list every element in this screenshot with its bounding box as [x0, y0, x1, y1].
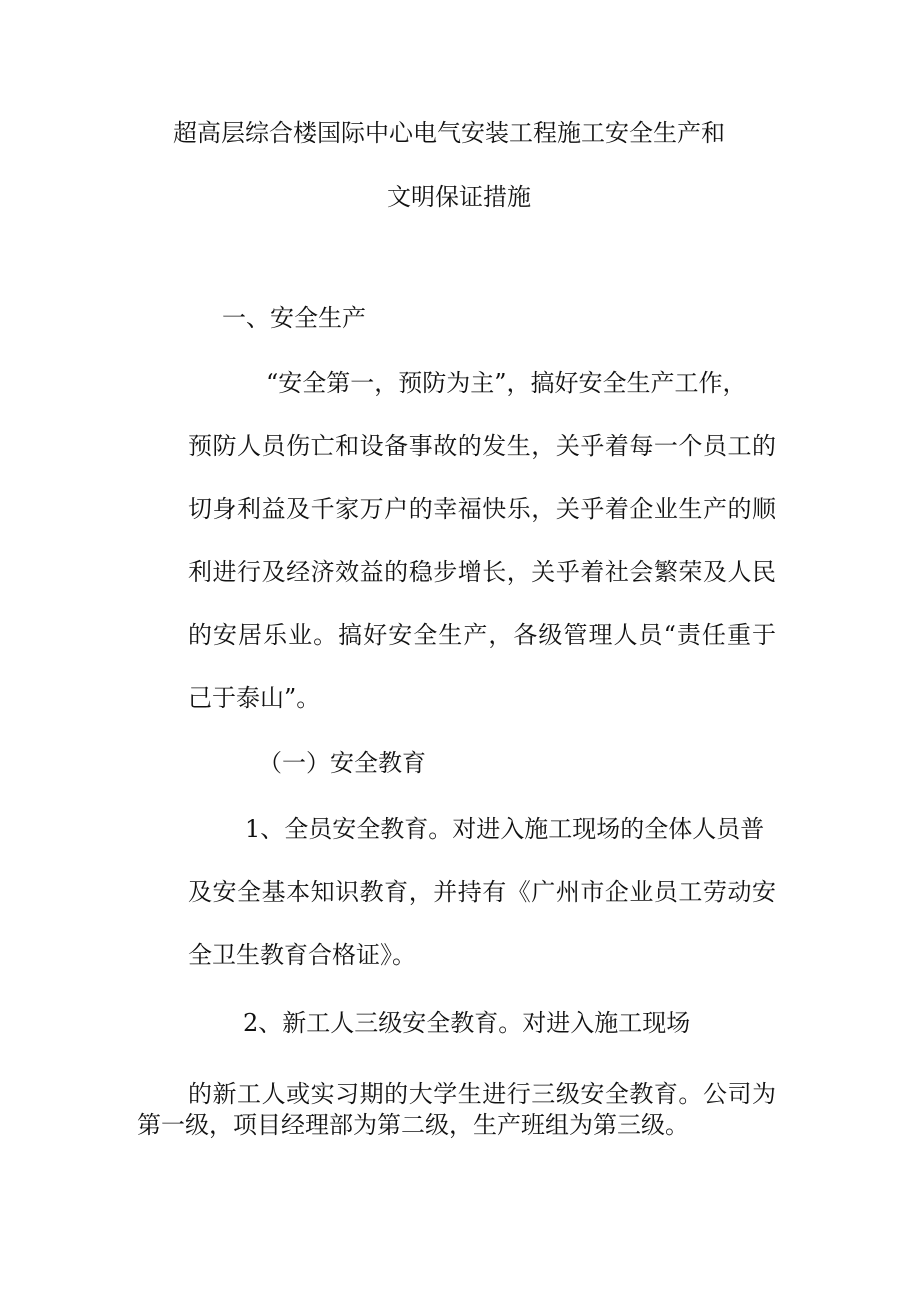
list-item-line: 的新工人或实习期的大学生进行三级安全教育。公司为: [188, 1080, 776, 1108]
document-title-line-2: 文明保证措施: [387, 183, 531, 211]
list-item-line: 第一级，项目经理部为第二级，生产班组为第三级。: [137, 1111, 689, 1139]
paragraph-line: 利进行及经济效益的稳步增长，关乎着社会繁荣及人民: [188, 558, 776, 586]
list-item-line: 全卫生教育合格证》。: [188, 941, 416, 969]
paragraph-line: 预防人员伤亡和设备事故的发生，关乎着每一个员工的: [188, 432, 776, 460]
list-item-line: 及安全基本知识教育，并持有《广州市企业员工劳动安: [188, 878, 776, 906]
paragraph-line: 切身利益及千家万户的幸福快乐，关乎着企业生产的顺: [188, 495, 776, 523]
section-heading-safety-production: 一、安全生产: [222, 304, 366, 332]
document-title-line-1: 超高层综合楼国际中心电气安装工程施工安全生产和: [173, 119, 725, 147]
list-item-line: 1、全员安全教育。对进入施工现场的全体人员普: [245, 815, 765, 843]
paragraph-line: 的安居乐业。搞好安全生产，各级管理人员“责任重于: [188, 621, 776, 649]
list-item-line: 2、新工人三级安全教育。对进入施工现场: [243, 1009, 691, 1037]
paragraph-line: “安全第一，预防为主”，搞好安全生产工作，: [266, 369, 747, 397]
paragraph-line: 己于泰山”。: [188, 684, 321, 712]
subsection-heading-safety-education: （一）安全教育: [258, 749, 426, 777]
